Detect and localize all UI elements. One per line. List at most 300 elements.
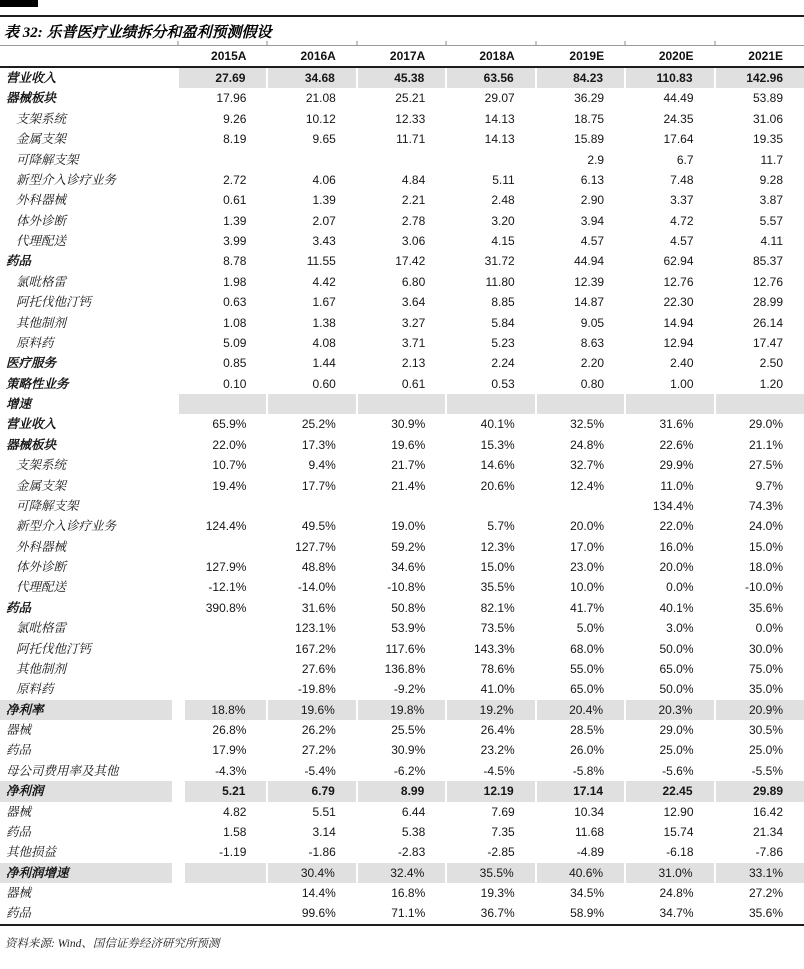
value-cell: 71.1% [391,906,426,921]
value-cell: 31.0% [625,863,714,883]
value-cell: 40.1% [659,600,694,615]
value-cell: 27.69 [178,67,267,88]
value-cell: 7.69 [491,804,515,819]
value-cell: 14.6% [480,458,515,473]
value-cell: 26.4% [480,723,515,737]
value-cell: 7.48 [670,172,694,187]
value-cell: 27.5% [748,458,783,473]
value-cell: 75.0% [748,661,783,676]
table-row [0,150,804,170]
table-row [0,842,804,862]
value-cell: 26.8% [212,723,247,737]
value-cell: 124.4% [205,519,247,534]
row-label: 原料药 [16,335,54,350]
value-cell: 10.7% [212,458,247,473]
value-cell: 25.21 [395,91,426,106]
value-cell: 8.78 [223,254,247,269]
value-cell: 29.89 [715,781,804,801]
value-cell [446,394,535,414]
value-cell: 2.07 [312,213,336,228]
value-cell: 1.58 [223,824,247,839]
value-cell: 6.7 [676,152,694,167]
value-cell: 30.5% [748,723,783,737]
value-cell: 2.78 [401,213,426,228]
value-cell: 41.7% [570,600,605,615]
row-label: 增速 [6,397,32,411]
value-cell: 4.06 [312,172,336,187]
value-cell: 22.45 [625,781,714,801]
value-cell: 18.8% [178,700,267,720]
value-cell [178,679,267,699]
value-cell: 5.7% [487,519,515,534]
value-cell: 4.82 [223,804,247,819]
value-cell: 25.2% [301,417,336,432]
value-cell [536,394,625,414]
value-cell: 8.19 [223,132,247,147]
table-row [0,659,804,679]
table-row [0,292,804,312]
value-cell: 1.39 [223,213,247,228]
value-cell: 35.5% [480,580,515,595]
value-cell: -10.8% [387,580,426,595]
value-cell: -2.83 [397,845,426,860]
row-label: 药品 [6,254,32,269]
row-label: 外科器械 [16,539,67,554]
value-cell: 30.0% [748,641,783,656]
value-cell: 65.9% [212,417,247,432]
value-cell: 1.00 [670,376,694,391]
value-cell: 62.94 [663,254,694,269]
value-cell: 20.6% [480,478,515,493]
value-cell: 36.29 [574,91,605,106]
value-cell: 35.6% [748,600,783,615]
value-cell [446,150,535,170]
table-row [0,67,804,88]
value-cell: 12.39 [574,274,605,289]
header-cell-2020E: 2020E [625,46,714,68]
value-cell: 8.99 [357,781,446,801]
value-cell: 4.11 [760,234,783,248]
value-cell: 41.0% [480,682,515,697]
value-cell: -2.85 [487,845,515,860]
value-cell: 50.8% [391,600,426,615]
value-cell: 14.13 [484,132,515,147]
table-row [0,435,804,455]
value-cell: 24.0% [748,519,783,534]
value-cell: 25.0% [748,743,783,758]
value-cell: 143.3% [473,641,515,656]
value-cell: 85.37 [752,254,783,269]
value-cell: 4.57 [580,234,605,248]
value-cell: 31.06 [752,111,783,126]
value-cell: 22.30 [663,295,694,310]
value-cell: 29.07 [484,91,515,106]
value-cell: 0.61 [401,376,426,391]
value-cell: 5.23 [491,335,515,350]
value-cell: 6.44 [401,804,426,819]
value-cell: 29.0% [748,417,783,432]
table-row [0,863,804,883]
header-cell-2018A: 2018A [446,46,535,68]
value-cell: 6.13 [580,172,605,187]
value-cell: 9.28 [759,172,783,187]
table-row [0,496,804,516]
value-cell: 63.56 [446,67,535,88]
value-cell: 5.57 [759,213,783,228]
value-cell: 40.1% [480,417,515,432]
value-cell: 32.5% [570,417,605,432]
value-cell: 73.5% [480,621,515,636]
table-row [0,802,804,822]
value-cell: 36.7% [480,906,515,921]
value-cell: 58.9% [570,906,605,921]
value-cell: 19.35 [752,132,783,147]
value-cell: 2.50 [759,356,783,371]
value-cell: 31.72 [484,254,515,269]
table-row [0,455,804,475]
table-row [0,537,804,557]
value-cell: 5.21 [178,781,267,801]
value-cell: 1.98 [223,274,247,289]
value-cell: 45.38 [357,67,446,88]
value-cell: 9.4% [308,458,336,473]
row-label: 器械 [6,886,32,900]
row-label: 器械板块 [6,437,57,452]
value-cell [178,537,267,557]
row-label: 新型介入诊疗业务 [16,519,117,534]
value-cell: 22.6% [659,437,694,452]
row-label: 支架系统 [16,458,67,473]
value-cell: 17.42 [395,254,426,269]
value-cell: 9.7% [755,478,783,493]
row-label: 药品 [6,600,32,615]
value-cell: 0.80 [580,376,605,391]
value-cell: 3.64 [401,295,426,310]
value-cell: 19.6% [391,437,426,452]
value-cell: 14.13 [484,111,515,126]
value-cell: 11.55 [306,254,336,269]
value-cell: -5.4% [304,763,336,778]
value-cell: 25.5% [391,723,426,737]
value-cell: 21.08 [305,91,336,106]
value-cell [357,394,446,414]
value-cell: 26.14 [752,315,783,330]
header-cell-2016A: 2016A [267,46,356,68]
value-cell: -12.1% [208,580,247,595]
value-cell: -5.6% [662,763,694,778]
value-cell: 19.6% [267,700,356,720]
table-row [0,516,804,536]
value-cell [267,394,356,414]
table-row [0,720,804,740]
table-row [0,231,804,251]
value-cell: 12.4% [570,478,605,493]
value-cell: 24.8% [570,437,605,452]
table-row [0,109,804,129]
row-label: 原料药 [16,682,54,697]
row-label: 净利润 [0,781,178,801]
value-cell: 65.0% [570,682,605,697]
value-cell: 22.0% [659,519,694,534]
value-cell [178,883,267,903]
value-cell: 10.34 [574,804,605,819]
value-cell: 0.53 [491,376,515,391]
value-cell: -4.5% [483,763,515,778]
value-cell: 29.0% [659,723,694,737]
value-cell: -9.2% [393,682,426,697]
value-cell: 19.2% [446,700,535,720]
value-cell: 15.0% [480,560,515,574]
value-cell [178,639,267,659]
row-label: 代理配送 [16,234,67,248]
row-label: 净利润增速 [0,863,178,883]
value-cell: 8.63 [580,335,605,350]
value-cell: 5.09 [223,335,247,350]
value-cell: 49.5% [301,519,336,534]
value-cell: 53.89 [752,91,783,106]
value-cell: 74.3% [748,498,783,513]
value-cell: 21.1% [748,437,783,452]
table-row [0,761,804,781]
row-label: 净利率 [0,700,178,720]
value-cell: 4.57 [670,234,694,248]
value-cell: 99.6% [301,906,336,921]
value-cell [267,496,356,516]
value-cell: 4.42 [312,274,336,289]
value-cell: 11.71 [396,132,426,147]
value-cell: 2.21 [401,193,426,208]
value-cell: -4.3% [215,763,247,778]
table-row [0,394,804,414]
value-cell: 2.24 [491,356,515,371]
row-label: 体外诊断 [16,213,67,228]
row-label: 金属支架 [16,478,67,493]
table-row [0,190,804,210]
value-cell: 16.8% [391,886,426,900]
value-cell: -10.0% [744,580,783,595]
value-cell: -19.8% [297,682,336,697]
row-label: 氯吡格雷 [16,274,67,289]
value-cell: 3.87 [759,193,783,208]
header-row [0,46,804,68]
table-row [0,353,804,373]
value-cell: 1.67 [312,295,336,310]
value-cell: 5.0% [576,621,605,636]
value-cell: 34.7% [659,906,694,921]
value-cell: 9.05 [580,315,605,330]
value-cell: 5.84 [491,315,515,330]
table-row [0,272,804,292]
value-cell: 20.0% [659,560,694,574]
row-label: 阿托伐他汀钙 [16,641,92,656]
row-label: 药品 [6,906,32,921]
value-cell [267,150,356,170]
value-cell: 11.0% [660,478,694,493]
top-accent-bar [0,0,38,7]
header-cell-2021E: 2021E [715,46,804,68]
value-cell: 12.3% [480,539,515,554]
value-cell: 24.8% [659,886,694,900]
value-cell: 25.0% [659,743,694,758]
table-row [0,251,804,271]
value-cell [178,150,267,170]
value-cell: -6.2% [393,763,426,778]
value-cell: 12.19 [446,781,535,801]
row-label: 策略性业务 [6,376,69,391]
row-label: 氯吡格雷 [16,621,67,636]
value-cell: 17.3% [301,437,336,452]
value-cell: 0.10 [223,376,247,391]
value-cell: 3.94 [580,213,605,228]
row-label: 医疗服务 [6,356,57,371]
value-cell: 2.40 [670,356,694,371]
table-row [0,313,804,333]
header-cell-2019E: 2019E [536,46,625,68]
row-label: 其他制剂 [16,661,67,676]
value-cell: 3.71 [401,335,426,350]
value-cell: 29.9% [659,458,694,473]
value-cell: -14.0% [297,580,336,595]
value-cell: 123.1% [295,621,336,636]
value-cell: 2.13 [401,356,426,371]
value-cell: 20.0% [570,519,605,534]
value-cell: 26.2% [301,723,336,737]
value-cell: 142.96 [715,67,804,88]
value-cell: 33.1% [715,863,804,883]
table-row [0,639,804,659]
value-cell: 31.6% [301,600,336,615]
value-cell: 30.4% [267,863,356,883]
value-cell: 17.14 [536,781,625,801]
value-cell: 53.9% [391,621,426,636]
value-cell: -5.5% [751,763,783,778]
value-cell: 21.34 [752,824,783,839]
value-cell: 117.6% [385,641,426,656]
value-cell: 12.33 [395,111,426,126]
value-cell: 8.85 [491,295,515,310]
value-cell: 27.2% [301,743,336,758]
value-cell: 16.0% [659,539,694,554]
value-cell: 22.0% [212,437,247,452]
value-cell: 16.42 [752,804,783,819]
row-label: 器械板块 [6,91,57,106]
value-cell: 27.2% [748,886,783,900]
row-label: 器械 [6,804,32,819]
value-cell: 50.0% [659,641,694,656]
value-cell: 6.80 [401,274,426,289]
value-cell: 7.35 [491,824,515,839]
value-cell: 18.0% [748,560,783,574]
value-cell: 136.8% [384,661,426,676]
table-row [0,557,804,577]
value-cell: 35.5% [446,863,535,883]
table-title: 表 32: 乐普医疗业绩拆分和盈利预测假设 [4,25,272,41]
value-cell: 3.37 [670,193,694,208]
value-cell: 14.94 [663,315,694,330]
value-cell: 20.9% [715,700,804,720]
header-cell-2015A: 2015A [178,46,267,68]
value-cell: 14.87 [574,295,605,310]
value-cell: 12.94 [663,335,694,350]
value-cell: 30.9% [391,743,426,758]
top-rule [0,15,804,17]
value-cell: 17.47 [752,335,783,350]
table-row [0,129,804,149]
value-cell: 18.75 [574,111,605,126]
value-cell: 59.2% [391,539,426,554]
table-row [0,211,804,231]
value-cell: 34.68 [267,67,356,88]
table-row [0,88,804,108]
row-label: 母公司费用率及其他 [6,763,119,778]
value-cell: 19.4% [212,478,247,493]
table-row [0,618,804,638]
table-row [0,740,804,760]
value-cell: 5.51 [312,804,336,819]
value-cell [715,394,804,414]
table-row [0,170,804,190]
value-cell [357,496,446,516]
value-cell: 68.0% [570,641,605,656]
value-cell: 14.4% [301,886,336,900]
value-cell: 3.43 [312,234,336,248]
value-cell: 11.68 [574,824,605,839]
value-cell: 6.79 [267,781,356,801]
value-cell: 17.64 [663,132,694,147]
value-cell [625,394,714,414]
value-cell: 2.90 [580,193,605,208]
value-cell: 40.6% [536,863,625,883]
value-cell: 50.0% [659,682,694,697]
table-row [0,700,804,720]
value-cell: 35.0% [748,682,783,697]
value-cell: 4.72 [670,213,694,228]
value-cell: 48.8% [301,560,336,574]
row-label: 其他制剂 [16,315,67,330]
value-cell: 2.72 [223,172,247,187]
value-cell: 31.6% [659,417,694,432]
value-cell: 35.6% [748,906,783,921]
value-cell: -1.86 [308,845,336,860]
row-label: 其他损益 [6,845,57,860]
value-cell: 32.7% [570,458,605,473]
value-cell: 0.63 [223,295,247,310]
value-cell: 3.0% [666,621,694,636]
value-cell: 15.0% [748,539,783,554]
value-cell: 28.5% [570,723,605,737]
value-cell [178,618,267,638]
table-row [0,822,804,842]
value-cell: 26.0% [570,743,605,758]
value-cell: 12.90 [663,804,694,819]
table-row [0,374,804,394]
value-cell: -5.8% [572,763,605,778]
table-row [0,883,804,903]
value-cell: 55.0% [570,661,605,676]
row-label: 外科器械 [16,193,67,208]
row-label: 营业收入 [6,71,57,85]
value-cell: 110.83 [625,67,714,88]
value-cell: 134.4% [652,498,694,513]
value-cell: 3.27 [401,315,426,330]
row-label: 支架系统 [16,111,67,126]
value-cell: 3.20 [491,213,515,228]
row-label: 体外诊断 [16,560,67,574]
table-row [0,781,804,801]
value-cell: 19.8% [357,700,446,720]
value-cell: 32.4% [357,863,446,883]
value-cell: 3.06 [401,234,426,248]
